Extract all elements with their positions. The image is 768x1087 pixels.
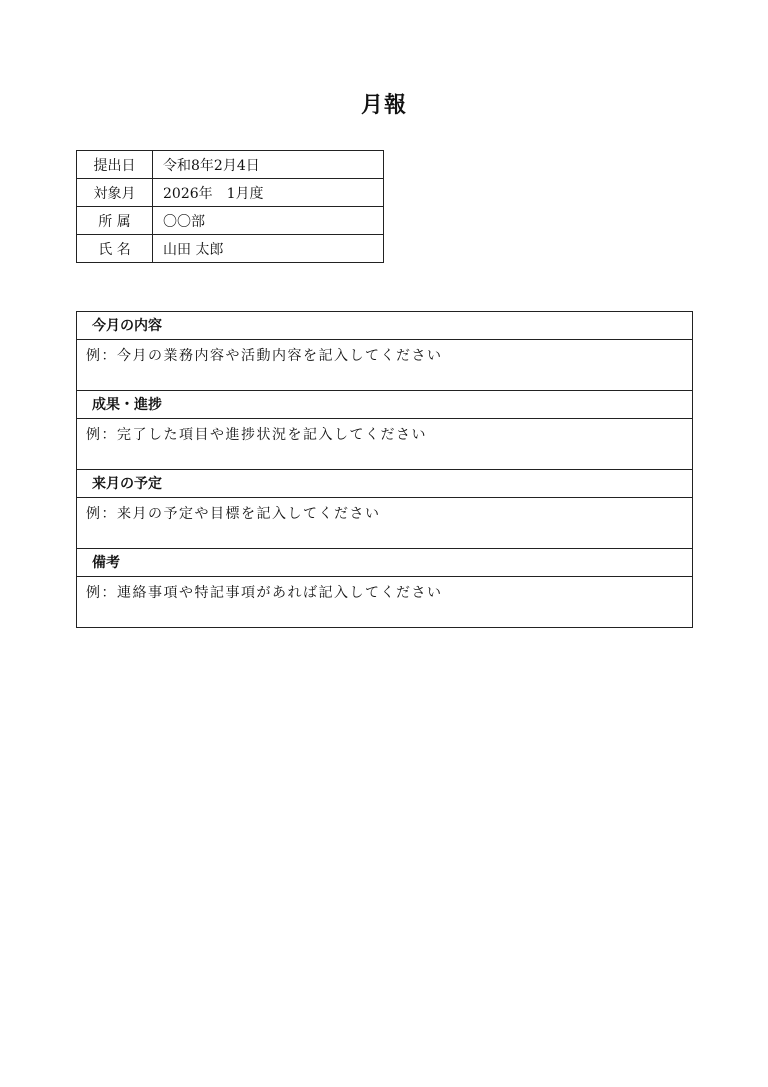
info-row-submission-date (77, 151, 384, 179)
section-results-progress (77, 391, 692, 470)
report-sections (76, 311, 693, 628)
section-this-month (77, 312, 692, 391)
section-heading: 来月の予定 (77, 470, 692, 498)
info-row-department (77, 207, 384, 235)
info-value[interactable]: 2026年 1月度 (153, 179, 384, 207)
document-title: 月報 (360, 92, 407, 118)
info-value[interactable]: 〇〇部 (153, 207, 384, 235)
info-row-target-month (77, 179, 384, 207)
info-label: 対象月 (77, 179, 153, 207)
section-heading: 今月の内容 (77, 312, 692, 340)
section-body[interactable]: 例：完了した項目や進捗状況を記入してください (77, 419, 692, 470)
section-body[interactable]: 例：来月の予定や目標を記入してください (77, 498, 692, 549)
section-heading: 成果・進捗 (77, 391, 692, 419)
section-body[interactable]: 例：連絡事項や特記事項があれば記入してください (86, 585, 443, 601)
info-row-name (77, 235, 384, 263)
section-remarks (77, 549, 692, 627)
info-label: 所 属 (77, 207, 153, 235)
info-value[interactable]: 山田 太郎 (153, 235, 384, 263)
section-heading: 備考 (77, 549, 692, 577)
info-value[interactable]: 令和8年2月4日 (153, 151, 384, 179)
section-body[interactable]: 例：今月の業務内容や活動内容を記入してください (77, 340, 692, 391)
info-label: 提出日 (77, 151, 153, 179)
info-label: 氏 名 (77, 235, 153, 263)
info-table (76, 150, 384, 263)
section-next-month-plan (77, 470, 692, 549)
